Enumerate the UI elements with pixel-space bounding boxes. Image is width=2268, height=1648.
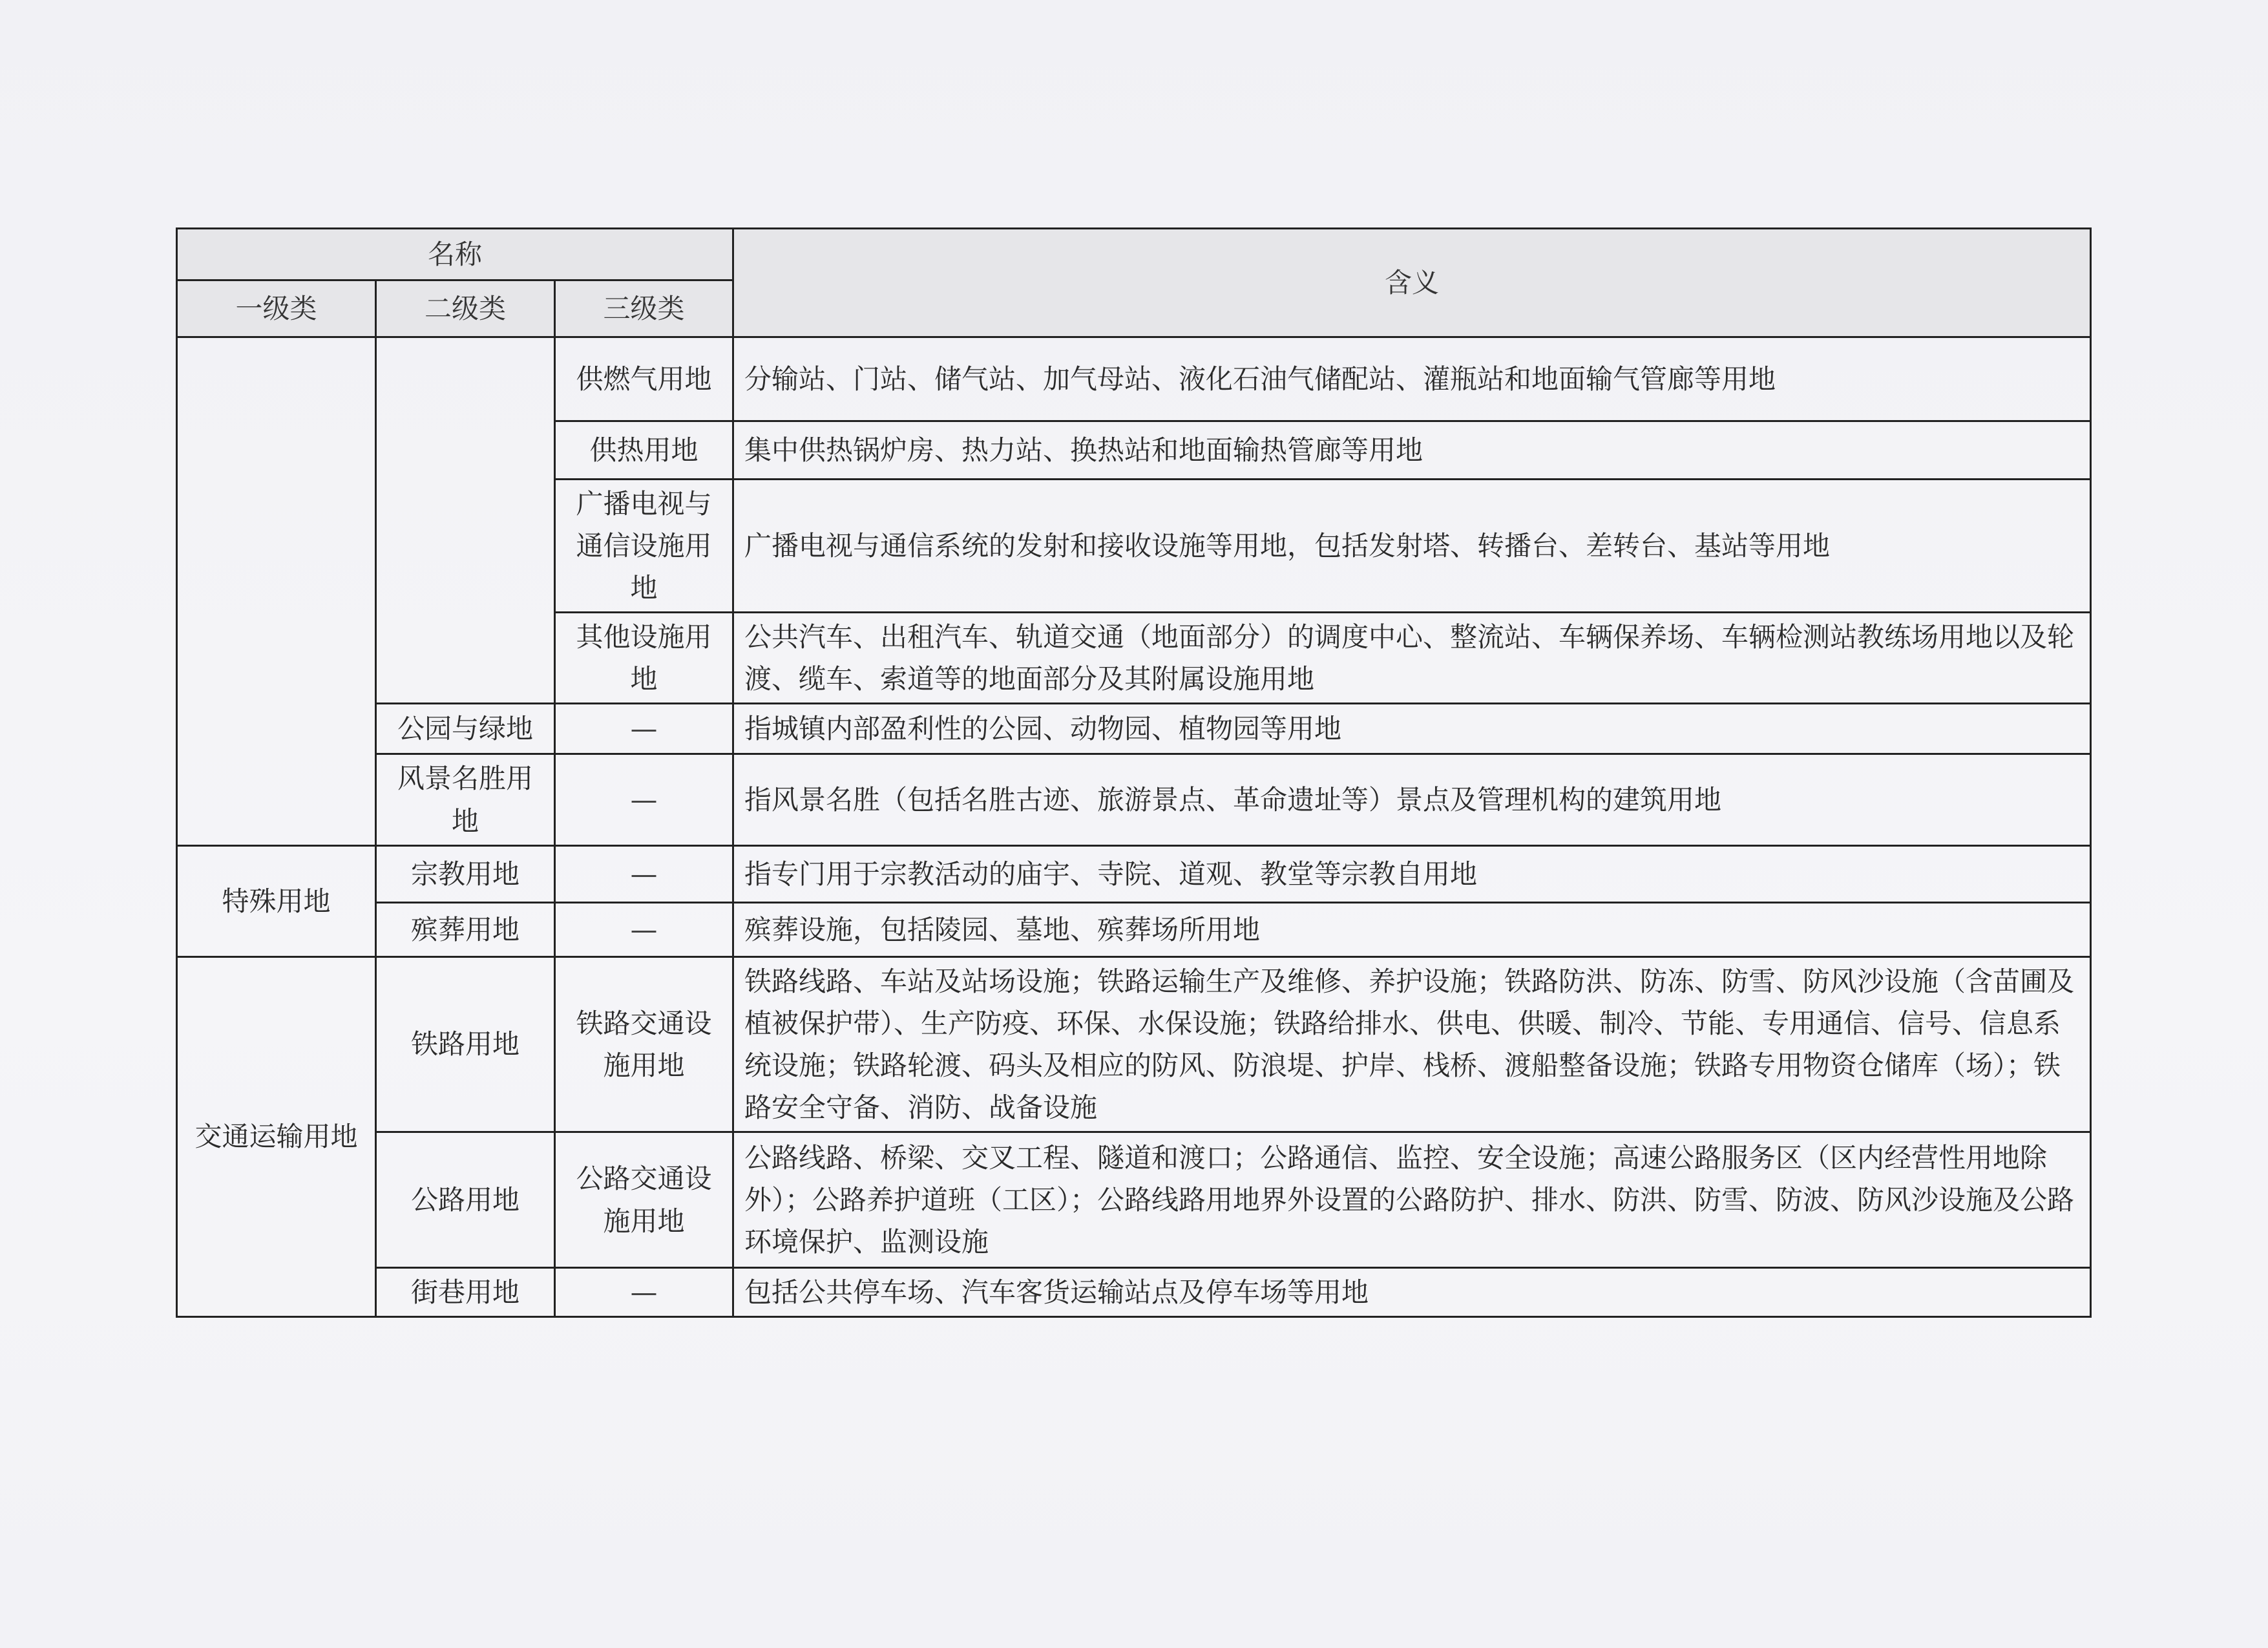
table-row [177,1132,2091,1268]
level3-cell: 广播电视与通信设施用地 [555,480,733,613]
table-row [177,704,2091,754]
table-row [177,845,2091,902]
level2-cell: 宗教用地 [376,845,555,902]
level2-cell: 风景名胜用地 [376,754,555,845]
table-row [177,956,2091,1132]
level3-cell: 公路交通设施用地 [555,1132,733,1268]
table-row [177,902,2091,956]
level2-cell: 铁路用地 [376,956,555,1132]
meaning-cell: 指专门用于宗教活动的庙宇、寺院、道观、教堂等宗教自用地 [733,845,2091,902]
level2-cell: 街巷用地 [376,1268,555,1317]
meaning-cell: 指城镇内部盈利性的公园、动物园、植物园等用地 [733,704,2091,754]
land-use-classification-table [176,227,2092,1318]
table-row [177,754,2091,845]
level3-cell: 供热用地 [555,421,733,480]
meaning-cell: 集中供热锅炉房、热力站、换热站和地面输热管廊等用地 [733,421,2091,480]
level2-cell-empty [376,337,555,704]
level3-cell: — [555,845,733,902]
level3-cell: 供燃气用地 [555,337,733,421]
level3-cell: — [555,902,733,956]
level3-cell: 其他设施用地 [555,613,733,704]
level2-cell: 公路用地 [376,1132,555,1268]
level1-cell-empty [177,337,376,846]
header-level2: 二级类 [376,280,555,337]
level1-cell: 交通运输用地 [177,956,376,1316]
level2-cell: 殡葬用地 [376,902,555,956]
meaning-cell: 公路线路、桥梁、交叉工程、隧道和渡口；公路通信、监控、安全设施；高速公路服务区（区内经营性用地除外）；公路养护道班（工区）；公路线路用地界外设置的公路防护、排水、防洪、防雪、防波、防风沙设施及公路环境保护、监测设施 [733,1132,2091,1268]
level3-cell: — [555,754,733,845]
level3-cell: — [555,704,733,754]
header-level1: 一级类 [177,280,376,337]
header-level3: 三级类 [555,280,733,337]
level3-cell: — [555,1268,733,1317]
table-row [177,1268,2091,1317]
meaning-cell: 指风景名胜（包括名胜古迹、旅游景点、革命遗址等）景点及管理机构的建筑用地 [733,754,2091,845]
header-meaning: 含义 [733,229,2091,337]
meaning-cell: 分输站、门站、储气站、加气母站、液化石油气储配站、灌瓶站和地面输气管廊等用地 [733,337,2091,421]
meaning-cell: 殡葬设施，包括陵园、墓地、殡葬场所用地 [733,902,2091,956]
level2-cell: 公园与绿地 [376,704,555,754]
level1-cell: 特殊用地 [177,845,376,956]
meaning-cell: 包括公共停车场、汽车客货运输站点及停车场等用地 [733,1268,2091,1317]
header-name: 名称 [177,229,733,280]
meaning-cell: 公共汽车、出租汽车、轨道交通（地面部分）的调度中心、整流站、车辆保养场、车辆检测站教练场用地以及轮渡、缆车、索道等的地面部分及其附属设施用地 [733,613,2091,704]
meaning-cell: 铁路线路、车站及站场设施；铁路运输生产及维修、养护设施；铁路防洪、防冻、防雪、防风沙设施（含苗圃及植被保护带）、生产防疫、环保、水保设施；铁路给排水、供电、供暖、制冷、节能、专用通信、信号、信息系统设施；铁路轮渡、码头及相应的防风、防浪堤、护岸、栈桥、渡船整备设施；铁路专用物资仓储库（场）；铁路安全守备、消防、战备设施 [733,956,2091,1132]
meaning-cell: 广播电视与通信系统的发射和接收设施等用地，包括发射塔、转播台、差转台、基站等用地 [733,480,2091,613]
table-row [177,337,2091,421]
level3-cell: 铁路交通设施用地 [555,956,733,1132]
